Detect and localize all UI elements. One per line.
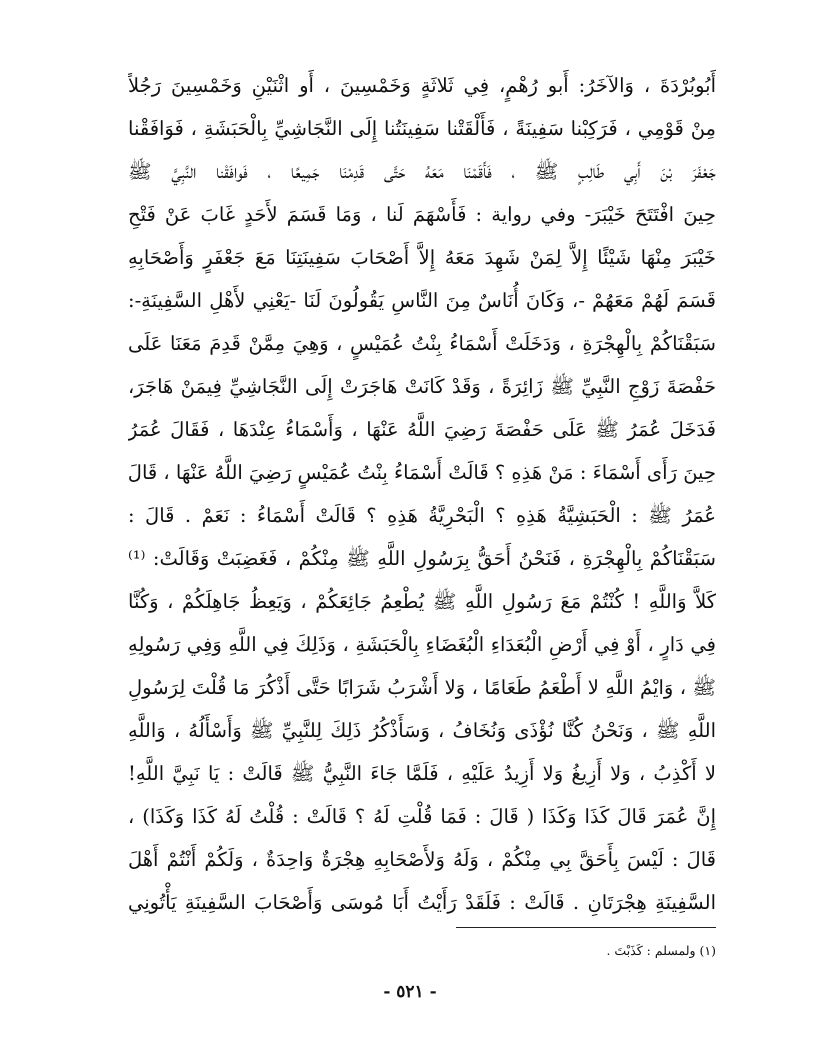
text-line: اللَّهِ ﷺ ، وَنَحْنُ كُنَّا نُؤْذَى وَنُخَافُ ، وَسَأَذْكُرُ ذَلِكَ لِلنَّبِيِّ ﷺ وَأَسْأَلُهُ ، وَاللَّهِ bbox=[128, 719, 716, 742]
text-line: حِينَ افْتَتَحَ خَيْبَرَ- وفي رواية : فَأَسْهَمَ لَنا ، وَمَا قَسَمَ لأَحَدٍ غَابَ عَنْ فَتْحِ bbox=[128, 203, 716, 226]
text-line: جَعْفَرَ بْنَ أَبِي طَالِبٍ ﷺ ، فَأَقَمْنَا مَعَهُ حَتَّى قَدِمْنَا جَمِيعًا ، فَوافَقْنا النَّبِيَّ ﷺ bbox=[128, 160, 716, 183]
text-line: قَسَمَ لَهُمْ مَعَهُمْ -، وَكَانَ أُنَاسٌ مِنَ النَّاسِ يَقُولُونَ لَنَا -يَعْنِي لأَهْلِ السَّفِينَةِ-: bbox=[128, 289, 716, 312]
footnote: (١) ولمسلم : كَذَبْتَ . bbox=[606, 943, 716, 958]
text-line: مِنْ قَوْمِي ، فَرَكِبْنا سَفِينَةً ، فَأَلْقَتْنا سَفِينَتُنا إِلَى النَّجَاشِيِّ بِالْحَبَشَةِ ، فَوَافَقْنا bbox=[128, 117, 716, 140]
body-text bbox=[128, 64, 716, 924]
footnote-divider bbox=[456, 927, 716, 928]
text-line: عُمَرُ ﷺ : الْحَبَشِيَّةُ هَذِهِ ؟ الْبَحْرِيَّةُ هَذِهِ ؟ قَالَتْ أَسْمَاءُ : نَعَمْ . قَالَ : bbox=[128, 504, 716, 527]
text-line: حِينَ رَأَى أَسْمَاءَ : مَنْ هَذِهِ ؟ قَالَتْ أَسْمَاءُ بِنْتُ عُمَيْسٍ رَضِيَ اللَّهُ عَنْهَا ، قَالَ bbox=[128, 461, 716, 484]
text-line: فَدَخَلَ عُمَرُ ﷺ عَلَى حَفْصَةَ رَضِيَ اللَّهُ عَنْهَا ، وَأَسْمَاءُ عِنْدَهَا ، فَقَالَ عُمَرُ bbox=[128, 418, 716, 441]
text-line: إِنَّ عُمَرَ قَالَ كَذَا وَكَذَا ( قَالَ : فَمَا قُلْتِ لَهُ ؟ قَالَتْ : قُلْتُ لَهُ كَذَا وَكَذَا) ، bbox=[128, 805, 716, 828]
text-line: ﷺ ، وَايْمُ اللَّهِ لا أَطْعَمُ طَعَامًا ، وَلا أَشْرَبُ شَرَابًا حَتَّى أَذْكُرَ مَا قُلْتَ لِرَسُولِ bbox=[128, 676, 716, 699]
page-number: - ٥٢١ - bbox=[383, 982, 437, 1002]
text-line: السَّفِينَةِ هِجْرَتَانِ . قَالَتْ : فَلَقَدْ رَأَيْتُ أَبَا مُوسَى وَأَصْحَابَ السَّفِينَةِ يَأْتُونِي bbox=[128, 891, 716, 914]
text-line: كَلاَّ وَاللَّهِ ! كُنْتُمْ مَعَ رَسُولِ اللَّهِ ﷺ يُطْعِمُ جَائِعَكُمْ ، وَيَعِظُ جَاهِلَكُمْ ، وَكُنَّا bbox=[128, 590, 716, 613]
text-line: خَيْبَرَ مِنْهَا شَيْئًا إِلاَّ لِمَنْ شَهِدَ مَعَهُ إِلاَّ أَصْحَابَ سَفِينَتِنَا مَعَ جَعْفَرٍ وَأَصْحَابِهِ bbox=[128, 246, 716, 269]
text-line: فِي دَارٍ ، أَوْ فِي أَرْضِ الْبُعَدَاءِ الْبُغَضَاءِ بِالْحَبَشَةِ ، وَذَلِكَ فِي اللَّهِ وَفِي رَسُولِهِ bbox=[128, 633, 716, 656]
text-line: لا أَكْذِبُ ، وَلا أَزِيغُ وَلا أَزِيدُ عَلَيْهِ ، فَلَمَّا جَاءَ النَّبِيُّ ﷺ قَالَتْ : يَا نَبِيَّ اللَّهِ! bbox=[128, 762, 716, 785]
text-line: سَبَقْنَاكُمْ بِالْهِجْرَةِ ، وَدَخَلَتْ أَسْمَاءُ بِنْتُ عُمَيْسٍ ، وَهِيَ مِمَّنْ قَدِمَ مَعَنَا عَلَى bbox=[128, 332, 716, 355]
text-line: سَبَقْنَاكُمْ بِالْهِجْرَةِ ، فَنَحْنُ أَحَقُّ بِرَسُولِ اللَّهِ ﷺ مِنْكُمْ ، فَغَضِبَتْ وَقَالَتْ: ⁽¹⁾ bbox=[128, 547, 716, 570]
text-line: حَفْصَةَ زَوْجِ النَّبِيِّ ﷺ زَائِرَةً ، وَقَدْ كَانَتْ هَاجَرَتْ إِلَى النَّجَاشِيِّ فِيمَنْ هَاجَرَ، bbox=[128, 375, 716, 398]
text-line: أَبُوبُرْدَةَ ، وَالآخَرُ: أَبو رُهْمٍ، فِي ثَلاثَةٍ وَخَمْسِينَ ، أَو اثْنَيْنِ وَخَمْسِينَ رَجُلاً bbox=[128, 74, 716, 97]
text-line: قَالَ : لَيْسَ بِأَحَقَّ بِي مِنْكُمْ ، وَلَهُ وَلأَصْحَابِهِ هِجْرَةٌ وَاحِدَةٌ ، وَلَكُمْ أَنْتُمْ أَهْلَ bbox=[128, 848, 716, 871]
